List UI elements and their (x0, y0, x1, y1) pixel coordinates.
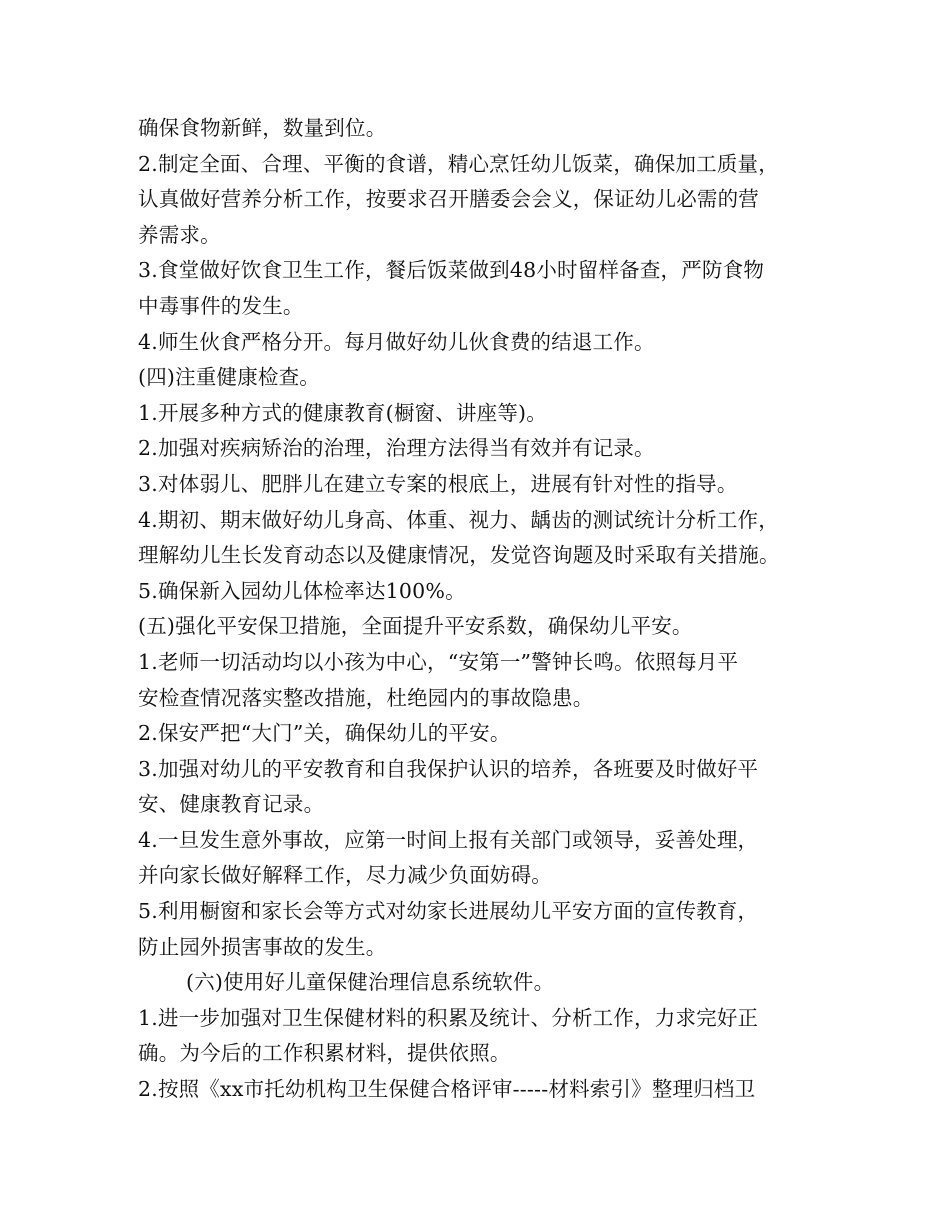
text-line: 认真做好营养分析工作，按要求召开膳委会会义，保证幼儿必需的营 (138, 187, 759, 212)
text-line: 中毒事件的发生。 (138, 293, 304, 318)
text-line: 2.按照《xx市托幼机构卫生保健合格评审-----材料索引》整理归档卫 (138, 1077, 756, 1102)
text-line: 1.进一步加强对卫生保健材料的积累及统计、分析工作，力求完好正 (138, 1005, 759, 1030)
text-line: 4.一旦发生意外事故，应第一时间上报有关部门或领导，妥善处理， (138, 827, 759, 852)
text-line: 养需求。 (138, 222, 221, 247)
text-line: 2.保安严把“大门”关，确保幼儿的平安。 (138, 721, 511, 746)
text-line: 4.师生伙食严格分开。每月做好幼儿伙食费的结退工作。 (138, 329, 655, 354)
section-heading: (六)使用好儿童保健治理信息系统软件。 (186, 970, 555, 995)
text-line: 1.老师一切活动均以小孩为中心，“安第一”警钟长鸣。依照每月平 (138, 649, 739, 674)
text-line: 安检查情况落实整改措施，杜绝园内的事故隐患。 (138, 685, 594, 710)
text-line: 确保食物新鲜，数量到位。 (138, 116, 387, 140)
text-line: 3.食堂做好饮食卫生工作，餐后饭菜做到48小时留样备查，严防食物 (138, 258, 765, 283)
document-body (138, 111, 838, 1108)
text-line: 1.开展多种方式的健康教育(橱窗、讲座等)。 (138, 400, 547, 425)
text-line: 2.制定全面、合理、平衡的食谱，精心烹饪幼儿饭菜，确保加工质量， (138, 151, 779, 176)
text-line: 4.期初、期末做好幼儿身高、体重、视力、龋齿的测试统计分析工作， (138, 507, 779, 532)
text-line: 安、健康教育记录。 (138, 792, 325, 817)
text-line: 2.加强对疾病矫治的治理，治理方法得当有效并有记录。 (138, 436, 655, 461)
text-line: 5.确保新入园幼儿体检率达100%。 (138, 578, 466, 603)
text-line: 防止园外损害事故的发生。 (138, 934, 387, 959)
text-line: 并向家长做好解释工作，尽力减少负面妨碍。 (138, 863, 552, 888)
text-line: 5.利用橱窗和家长会等方式对幼家长进展幼儿平安方面的宣传教育， (138, 899, 759, 924)
text-line: 3.对体弱儿、肥胖儿在建立专案的根底上，进展有针对性的指导。 (138, 471, 738, 496)
text-line: 理解幼儿生长发育动态以及健康情况，发觉咨询题及时采取有关措施。 (138, 543, 780, 568)
text-line: 3.加强对幼儿的平安教育和自我保护认识的培养，各班要及时做好平 (138, 756, 759, 781)
text-line: 确。为今后的工作积累材料，提供依照。 (138, 1041, 511, 1066)
section-heading: (四)注重健康检查。 (138, 365, 320, 390)
section-heading: (五)强化平安保卫措施，全面提升平安系数，确保幼儿平安。 (138, 614, 693, 639)
